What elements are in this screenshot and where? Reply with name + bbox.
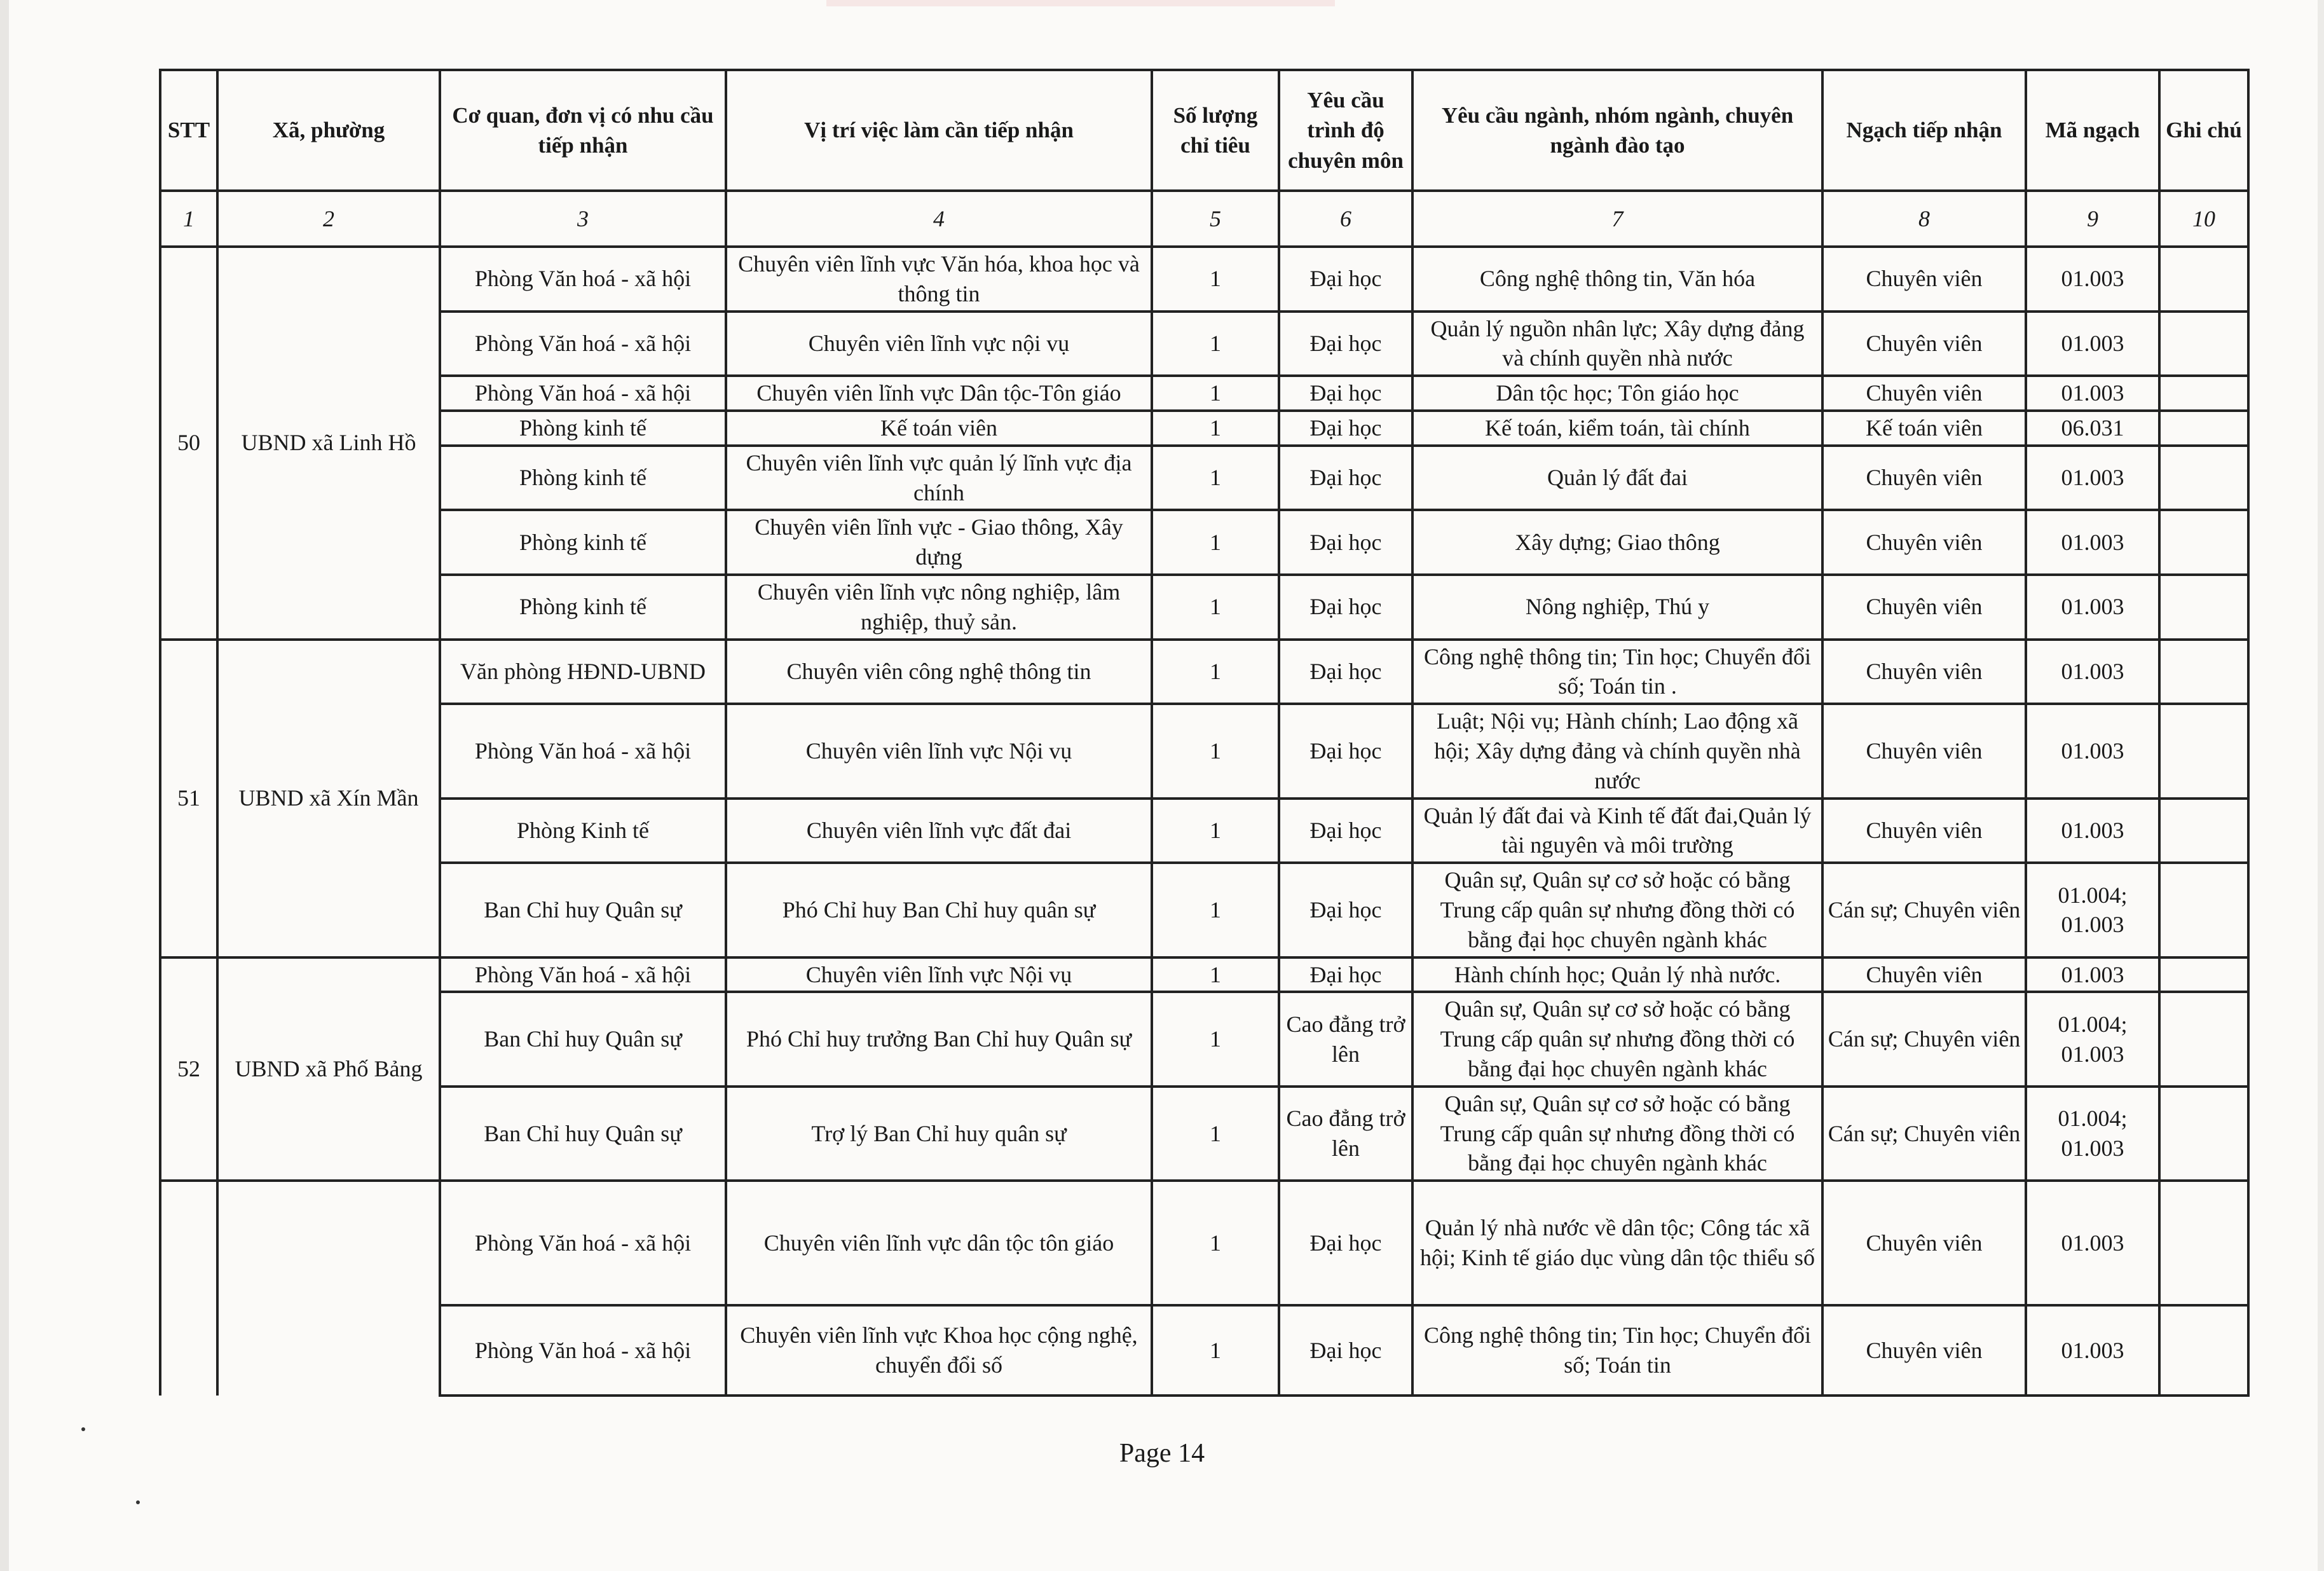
scan-speck <box>81 1427 85 1431</box>
cell-trinhdo: Cao đẳng trở lên <box>1279 992 1412 1086</box>
page-number: Page 14 <box>1119 1439 1205 1468</box>
col-number: 4 <box>726 191 1152 247</box>
cell-ghichu <box>2159 446 2248 511</box>
cell-trinhdo: Đại học <box>1279 1305 1412 1396</box>
cell-vitri: Chuyên viên lĩnh vực đất đai <box>726 799 1152 863</box>
col-number: 3 <box>440 191 726 247</box>
cell-trinhdo: Đại học <box>1279 957 1412 992</box>
cell-ghichu <box>2159 312 2248 376</box>
table-row <box>160 411 2248 446</box>
cell-nganh: Nông nghiệp, Thú y <box>1412 575 1822 640</box>
cell-trinhdo: Đại học <box>1279 446 1412 511</box>
cell-mangach: 01.004; 01.003 <box>2026 992 2159 1086</box>
cell-ngach: Kế toán viên <box>1822 411 2026 446</box>
cell-trinhdo: Đại học <box>1279 575 1412 640</box>
scan-edge <box>0 0 9 1571</box>
cell-soluong: 1 <box>1152 640 1279 704</box>
col-number: 7 <box>1412 191 1822 247</box>
table-row <box>160 992 2248 1086</box>
cell-ngach: Chuyên viên <box>1822 446 2026 511</box>
cell-coquan: Văn phòng HĐND-UBND <box>440 640 726 704</box>
cell-soluong: 1 <box>1152 799 1279 863</box>
cell-coquan: Phòng Văn hoá - xã hội <box>440 957 726 992</box>
cell-nganh: Dân tộc học; Tôn giáo học <box>1412 376 1822 411</box>
cell-ngach: Cán sự; Chuyên viên <box>1822 1087 2026 1181</box>
group-xa: UBND xã Xín Mần <box>217 640 440 957</box>
cell-trinhdo: Đại học <box>1279 1181 1412 1305</box>
column-number-row <box>160 191 2248 247</box>
group-xa: UBND xã Phố Bảng <box>217 957 440 1181</box>
scan-edge <box>2318 0 2324 1571</box>
cell-trinhdo: Đại học <box>1279 510 1412 575</box>
cell-vitri: Chuyên viên lĩnh vực nội vụ <box>726 312 1152 376</box>
cell-nganh: Quân sự, Quân sự cơ sở hoặc có bằng Trung cấp quân sự nhưng đồng thời có bằng đại học chuyên ngành khác <box>1412 992 1822 1086</box>
cell-ngach: Chuyên viên <box>1822 799 2026 863</box>
group-xa <box>217 1181 440 1396</box>
cell-nganh: Quản lý nhà nước về dân tộc; Công tác xã hội; Kinh tế giáo dục vùng dân tộc thiểu số <box>1412 1181 1822 1305</box>
cell-soluong: 1 <box>1152 312 1279 376</box>
cell-coquan: Phòng kinh tế <box>440 411 726 446</box>
table-row <box>160 1305 2248 1396</box>
group-stt: 52 <box>160 957 217 1181</box>
cell-trinhdo: Đại học <box>1279 376 1412 411</box>
cell-coquan: Phòng kinh tế <box>440 446 726 511</box>
table-row <box>160 799 2248 863</box>
cell-coquan: Phòng Kinh tế <box>440 799 726 863</box>
scan-smudge <box>826 0 1335 6</box>
cell-trinhdo: Đại học <box>1279 411 1412 446</box>
cell-coquan: Phòng kinh tế <box>440 575 726 640</box>
cell-nganh: Kế toán, kiểm toán, tài chính <box>1412 411 1822 446</box>
cell-nganh: Quản lý nguồn nhân lực; Xây dựng đảng và chính quyền nhà nước <box>1412 312 1822 376</box>
group-stt: 50 <box>160 247 217 640</box>
cell-mangach: 01.004; 01.003 <box>2026 1087 2159 1181</box>
cell-coquan: Phòng Văn hoá - xã hội <box>440 376 726 411</box>
header-soluong: Số lượng chỉ tiêu <box>1152 70 1279 191</box>
cell-soluong: 1 <box>1152 1305 1279 1396</box>
cell-trinhdo: Đại học <box>1279 312 1412 376</box>
cell-mangach: 01.003 <box>2026 1305 2159 1396</box>
table-row <box>160 312 2248 376</box>
cell-vitri: Phó Chỉ huy Ban Chỉ huy quân sự <box>726 863 1152 957</box>
cell-trinhdo: Đại học <box>1279 640 1412 704</box>
header-mangach: Mã ngạch <box>2026 70 2159 191</box>
cell-trinhdo: Đại học <box>1279 704 1412 798</box>
cell-ghichu <box>2159 863 2248 957</box>
cell-ghichu <box>2159 992 2248 1086</box>
cell-ghichu <box>2159 704 2248 798</box>
cell-soluong: 1 <box>1152 704 1279 798</box>
header-xa: Xã, phường <box>217 70 440 191</box>
cell-ngach: Chuyên viên <box>1822 704 2026 798</box>
cell-trinhdo: Đại học <box>1279 799 1412 863</box>
table-row <box>160 704 2248 798</box>
table-row <box>160 575 2248 640</box>
cell-vitri: Trợ lý Ban Chỉ huy quân sự <box>726 1087 1152 1181</box>
cell-ngach: Chuyên viên <box>1822 575 2026 640</box>
group-stt <box>160 1181 217 1396</box>
cell-trinhdo: Đại học <box>1279 247 1412 312</box>
header-trinhdo: Yêu cầu trình độ chuyên môn <box>1279 70 1412 191</box>
cell-vitri: Chuyên viên lĩnh vực nông nghiệp, lâm nghiệp, thuỷ sản. <box>726 575 1152 640</box>
header-stt: STT <box>160 70 217 191</box>
col-number: 6 <box>1279 191 1412 247</box>
cell-mangach: 01.003 <box>2026 376 2159 411</box>
cell-mangach: 01.003 <box>2026 446 2159 511</box>
cell-vitri: Chuyên viên công nghệ thông tin <box>726 640 1152 704</box>
col-number: 9 <box>2026 191 2159 247</box>
table-row <box>160 1087 2248 1181</box>
cell-coquan: Phòng Văn hoá - xã hội <box>440 1181 726 1305</box>
cell-soluong: 1 <box>1152 510 1279 575</box>
cell-ghichu <box>2159 957 2248 992</box>
cell-soluong: 1 <box>1152 1181 1279 1305</box>
cell-coquan: Phòng Văn hoá - xã hội <box>440 704 726 798</box>
cell-mangach: 01.003 <box>2026 957 2159 992</box>
cell-soluong: 1 <box>1152 1087 1279 1181</box>
cell-mangach: 01.003 <box>2026 510 2159 575</box>
table-row <box>160 376 2248 411</box>
header-vitri: Vị trí việc làm cần tiếp nhận <box>726 70 1152 191</box>
cell-coquan: Phòng Văn hoá - xã hội <box>440 247 726 312</box>
cell-nganh: Quản lý đất đai <box>1412 446 1822 511</box>
cell-ngach: Chuyên viên <box>1822 1181 2026 1305</box>
cell-vitri: Phó Chỉ huy trưởng Ban Chỉ huy Quân sự <box>726 992 1152 1086</box>
cell-ngach: Cán sự; Chuyên viên <box>1822 992 2026 1086</box>
cell-ngach: Chuyên viên <box>1822 510 2026 575</box>
cell-soluong: 1 <box>1152 863 1279 957</box>
cell-mangach: 01.003 <box>2026 704 2159 798</box>
cell-vitri: Chuyên viên lĩnh vực Nội vụ <box>726 704 1152 798</box>
cell-ghichu <box>2159 1181 2248 1305</box>
cell-coquan: Phòng Văn hoá - xã hội <box>440 312 726 376</box>
col-number: 8 <box>1822 191 2026 247</box>
cell-vitri: Chuyên viên lĩnh vực dân tộc tôn giáo <box>726 1181 1152 1305</box>
table-row <box>160 247 2248 312</box>
cell-nganh: Hành chính học; Quản lý nhà nước. <box>1412 957 1822 992</box>
cell-nganh: Công nghệ thông tin; Tin học; Chuyển đổi số; Toán tin <box>1412 1305 1822 1396</box>
col-number: 1 <box>160 191 217 247</box>
cell-ghichu <box>2159 1305 2248 1396</box>
header-coquan: Cơ quan, đơn vị có nhu cầu tiếp nhận <box>440 70 726 191</box>
cell-ngach: Chuyên viên <box>1822 640 2026 704</box>
cell-nganh: Công nghệ thông tin; Tin học; Chuyển đổi số; Toán tin . <box>1412 640 1822 704</box>
table-row <box>160 863 2248 957</box>
cell-ngach: Chuyên viên <box>1822 1305 2026 1396</box>
scan-speck <box>136 1500 140 1504</box>
table-row <box>160 510 2248 575</box>
cell-nganh: Quân sự, Quân sự cơ sở hoặc có bằng Trung cấp quân sự nhưng đồng thời có bằng đại học chuyên ngành khác <box>1412 863 1822 957</box>
cell-ghichu <box>2159 1087 2248 1181</box>
cell-nganh: Quản lý đất đai và Kinh tế đất đai,Quản lý tài nguyên và môi trường <box>1412 799 1822 863</box>
cell-trinhdo: Đại học <box>1279 863 1412 957</box>
cell-soluong: 1 <box>1152 446 1279 511</box>
cell-ngach: Chuyên viên <box>1822 957 2026 992</box>
cell-mangach: 01.003 <box>2026 247 2159 312</box>
cell-ghichu <box>2159 411 2248 446</box>
cell-nganh: Xây dựng; Giao thông <box>1412 510 1822 575</box>
cell-soluong: 1 <box>1152 992 1279 1086</box>
cell-mangach: 06.031 <box>2026 411 2159 446</box>
cell-vitri: Chuyên viên lĩnh vực - Giao thông, Xây dựng <box>726 510 1152 575</box>
table-row <box>160 640 2248 704</box>
recruitment-table <box>159 69 2250 1397</box>
cell-soluong: 1 <box>1152 411 1279 446</box>
cell-trinhdo: Cao đẳng trở lên <box>1279 1087 1412 1181</box>
cell-coquan: Ban Chỉ huy Quân sự <box>440 863 726 957</box>
cell-nganh: Luật; Nội vụ; Hành chính; Lao động xã hội; Xây dựng đảng và chính quyền nhà nước <box>1412 704 1822 798</box>
cell-mangach: 01.003 <box>2026 575 2159 640</box>
cell-vitri: Kế toán viên <box>726 411 1152 446</box>
table-row <box>160 957 2248 992</box>
group-stt: 51 <box>160 640 217 957</box>
cell-ghichu <box>2159 510 2248 575</box>
cell-coquan: Phòng kinh tế <box>440 510 726 575</box>
header-row <box>160 70 2248 191</box>
col-number: 5 <box>1152 191 1279 247</box>
col-number: 2 <box>217 191 440 247</box>
cell-mangach: 01.003 <box>2026 799 2159 863</box>
cell-soluong: 1 <box>1152 376 1279 411</box>
cell-ghichu <box>2159 575 2248 640</box>
cell-ngach: Chuyên viên <box>1822 312 2026 376</box>
cell-nganh: Công nghệ thông tin, Văn hóa <box>1412 247 1822 312</box>
cell-vitri: Chuyên viên lĩnh vực Dân tộc-Tôn giáo <box>726 376 1152 411</box>
table-row <box>160 446 2248 511</box>
table-row <box>160 1181 2248 1305</box>
cell-vitri: Chuyên viên lĩnh vực Nội vụ <box>726 957 1152 992</box>
cell-mangach: 01.003 <box>2026 312 2159 376</box>
cell-vitri: Chuyên viên lĩnh vực Văn hóa, khoa học và thông tin <box>726 247 1152 312</box>
cell-soluong: 1 <box>1152 575 1279 640</box>
cell-ghichu <box>2159 799 2248 863</box>
cell-coquan: Ban Chỉ huy Quân sự <box>440 1087 726 1181</box>
col-number: 10 <box>2159 191 2248 247</box>
cell-mangach: 01.003 <box>2026 1181 2159 1305</box>
group-xa: UBND xã Linh Hồ <box>217 247 440 640</box>
cell-ngach: Chuyên viên <box>1822 247 2026 312</box>
cell-ngach: Chuyên viên <box>1822 376 2026 411</box>
cell-mangach: 01.003 <box>2026 640 2159 704</box>
cell-ngach: Cán sự; Chuyên viên <box>1822 863 2026 957</box>
cell-ghichu <box>2159 247 2248 312</box>
header-nganh: Yêu cầu ngành, nhóm ngành, chuyên ngành đào tạo <box>1412 70 1822 191</box>
cell-nganh: Quân sự, Quân sự cơ sở hoặc có bằng Trung cấp quân sự nhưng đồng thời có bằng đại học chuyên ngành khác <box>1412 1087 1822 1181</box>
cell-mangach: 01.004; 01.003 <box>2026 863 2159 957</box>
cell-ghichu <box>2159 640 2248 704</box>
cell-ghichu <box>2159 376 2248 411</box>
header-ngach: Ngạch tiếp nhận <box>1822 70 2026 191</box>
cell-coquan: Ban Chỉ huy Quân sự <box>440 992 726 1086</box>
cell-coquan: Phòng Văn hoá - xã hội <box>440 1305 726 1396</box>
cell-soluong: 1 <box>1152 247 1279 312</box>
cell-vitri: Chuyên viên lĩnh vực Khoa học cộng nghệ, chuyển đổi số <box>726 1305 1152 1396</box>
cell-vitri: Chuyên viên lĩnh vực quản lý lĩnh vực địa chính <box>726 446 1152 511</box>
cell-soluong: 1 <box>1152 957 1279 992</box>
header-ghichu: Ghi chú <box>2159 70 2248 191</box>
